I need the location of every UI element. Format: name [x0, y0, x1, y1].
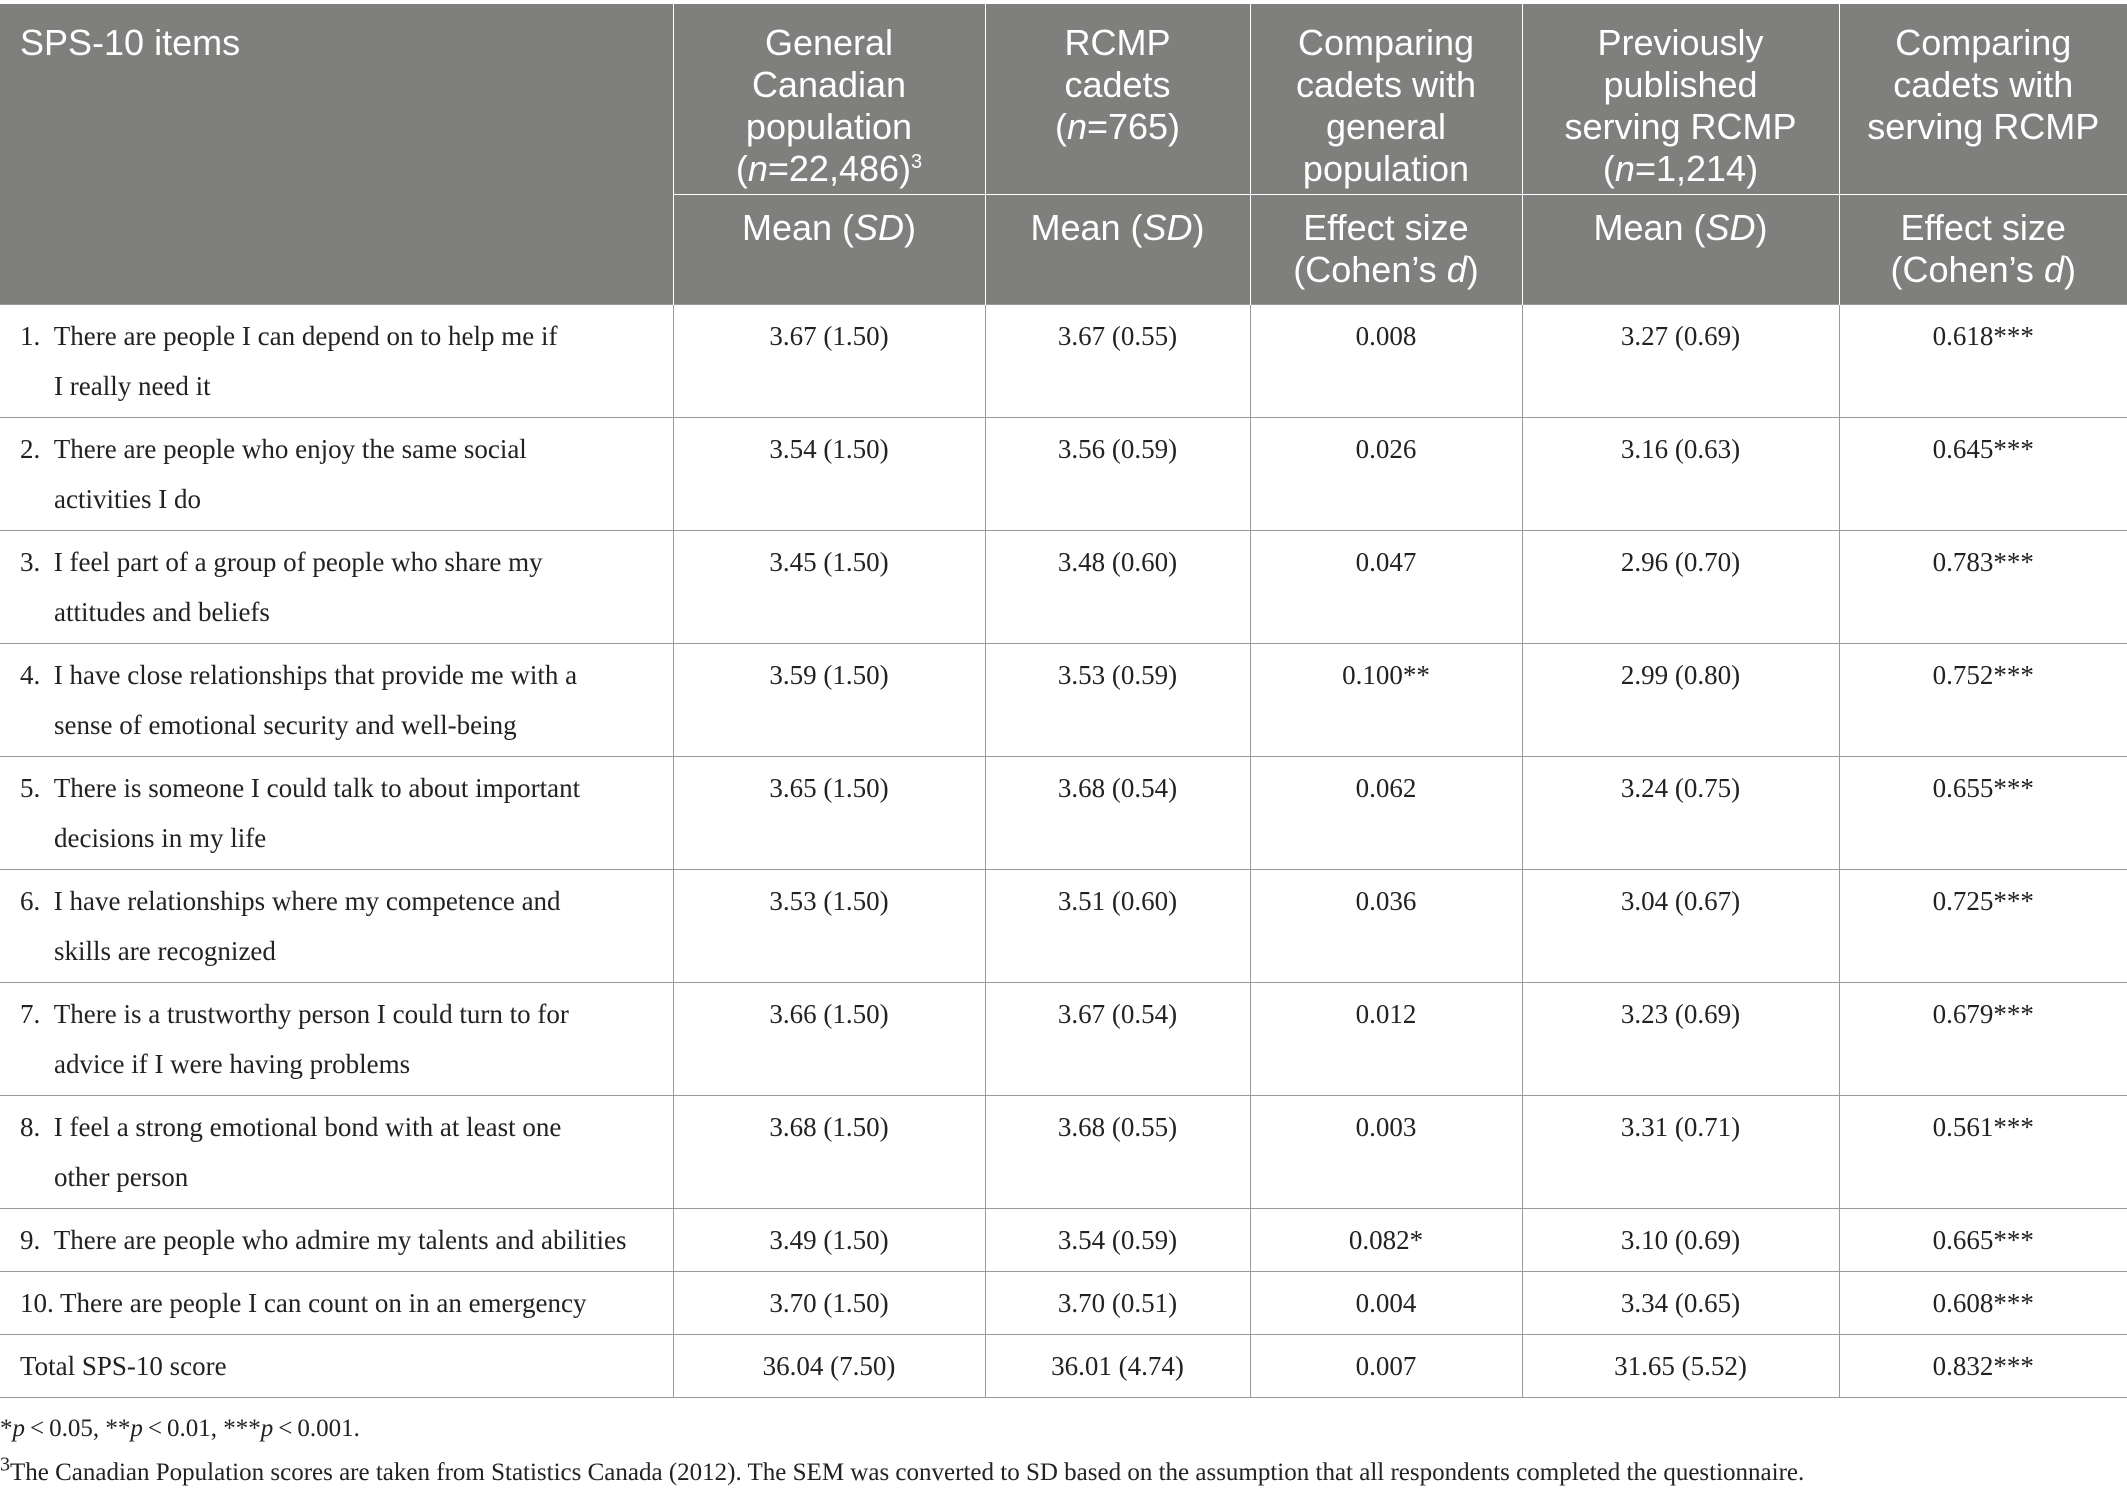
effect-general-cell: 0.026 [1250, 417, 1522, 530]
table-row [0, 1334, 2127, 1397]
cadets-mean-cell: 3.67 (0.54) [985, 982, 1250, 1095]
subheader-effect-size-general: Effect size (Cohen’s d) [1250, 194, 1522, 304]
effect-general-cell: 0.082* [1250, 1208, 1522, 1271]
effect-serving-cell: 0.645*** [1839, 417, 2127, 530]
effect-general-cell: 0.062 [1250, 756, 1522, 869]
effect-serving-cell: 0.783*** [1839, 530, 2127, 643]
subheader-effect-size-serving: Effect size (Cohen’s d) [1839, 194, 2127, 304]
general-mean-cell: 3.65 (1.50) [673, 756, 985, 869]
item-text-cell: 8. I feel a strong emotional bond with at least one other person [0, 1095, 673, 1208]
general-mean-cell: 3.54 (1.50) [673, 417, 985, 530]
subheader-mean-sd-cadets: Mean (SD) [985, 194, 1250, 304]
effect-general-cell: 0.012 [1250, 982, 1522, 1095]
cadets-mean-cell: 3.54 (0.59) [985, 1208, 1250, 1271]
cadets-mean-cell: 3.67 (0.55) [985, 304, 1250, 417]
cadets-mean-cell: 3.56 (0.59) [985, 417, 1250, 530]
serving-mean-cell: 3.31 (0.71) [1522, 1095, 1839, 1208]
item-text-cell: Total SPS-10 score [0, 1334, 673, 1397]
effect-general-cell: 0.003 [1250, 1095, 1522, 1208]
effect-serving-cell: 0.618*** [1839, 304, 2127, 417]
effect-general-cell: 0.007 [1250, 1334, 1522, 1397]
table-row [0, 417, 2127, 530]
footnote-source: $^3$The Canadian Population scores are taken from Statistics Canada (2012). The SEM was converted to SD based on the assumption that all respondents completed the questionnaire. [0, 1453, 1805, 1486]
footnote-significance: *p < 0.05, **p < 0.01, ***p < 0.001. [0, 1415, 360, 1442]
table-body [0, 304, 2127, 1397]
sps10-table [0, 4, 2127, 1398]
general-mean-cell: 3.68 (1.50) [673, 1095, 985, 1208]
table-row [0, 304, 2127, 417]
cadets-mean-cell: 3.68 (0.54) [985, 756, 1250, 869]
effect-general-cell: 0.047 [1250, 530, 1522, 643]
table-row [0, 1271, 2127, 1334]
serving-mean-cell: 3.27 (0.69) [1522, 304, 1839, 417]
table-row [0, 756, 2127, 869]
header-general-population: General Canadian population (n=22,486)$^3$ [673, 4, 985, 194]
header-compare-serving: Comparing cadets with serving RCMP [1839, 4, 2127, 194]
general-mean-cell: 3.70 (1.50) [673, 1271, 985, 1334]
effect-serving-cell: 0.832*** [1839, 1334, 2127, 1397]
effect-serving-cell: 0.725*** [1839, 869, 2127, 982]
general-mean-cell: 3.66 (1.50) [673, 982, 985, 1095]
effect-general-cell: 0.036 [1250, 869, 1522, 982]
effect-serving-cell: 0.608*** [1839, 1271, 2127, 1334]
cadets-mean-cell: 3.51 (0.60) [985, 869, 1250, 982]
item-text-cell: 4. I have close relationships that provide me with a sense of emotional security and well-being [0, 643, 673, 756]
header-rcmp-cadets: RCMP cadets (n=765) [985, 4, 1250, 194]
header-compare-general: Comparing cadets with general population [1250, 4, 1522, 194]
header-serving-rcmp: Previously published serving RCMP (n=1,214) [1522, 4, 1839, 194]
general-mean-cell: 36.04 (7.50) [673, 1334, 985, 1397]
item-text-cell: 2. There are people who enjoy the same social activities I do [0, 417, 673, 530]
item-text-cell: 1. There are people I can depend on to help me if I really need it [0, 304, 673, 417]
effect-serving-cell: 0.665*** [1839, 1208, 2127, 1271]
table-row [0, 982, 2127, 1095]
results-table-container [0, 4, 2127, 1398]
subheader-mean-sd-general: Mean (SD) [673, 194, 985, 304]
effect-general-cell: 0.100** [1250, 643, 1522, 756]
cadets-mean-cell: 3.53 (0.59) [985, 643, 1250, 756]
general-mean-cell: 3.49 (1.50) [673, 1208, 985, 1271]
table-header [0, 4, 2127, 304]
table-row [0, 643, 2127, 756]
effect-serving-cell: 0.655*** [1839, 756, 2127, 869]
cadets-mean-cell: 3.68 (0.55) [985, 1095, 1250, 1208]
serving-mean-cell: 2.96 (0.70) [1522, 530, 1839, 643]
serving-mean-cell: 3.04 (0.67) [1522, 869, 1839, 982]
item-text-cell: 7. There is a trustworthy person I could turn to for advice if I were having problems [0, 982, 673, 1095]
subheader-mean-sd-serving: Mean (SD) [1522, 194, 1839, 304]
footnote-marker: 3 [911, 151, 923, 173]
header-sps10-items: SPS-10 items [0, 4, 673, 304]
table-row [0, 530, 2127, 643]
item-text-cell: 9. There are people who admire my talents and abilities [0, 1208, 673, 1271]
effect-serving-cell: 0.752*** [1839, 643, 2127, 756]
item-text-cell: 6. I have relationships where my competence and skills are recognized [0, 869, 673, 982]
serving-mean-cell: 3.24 (0.75) [1522, 756, 1839, 869]
serving-mean-cell: 31.65 (5.52) [1522, 1334, 1839, 1397]
serving-mean-cell: 3.10 (0.69) [1522, 1208, 1839, 1271]
cadets-mean-cell: 3.48 (0.60) [985, 530, 1250, 643]
item-text-cell: 10. There are people I can count on in an emergency [0, 1271, 673, 1334]
effect-serving-cell: 0.679*** [1839, 982, 2127, 1095]
table-row [0, 1208, 2127, 1271]
effect-general-cell: 0.008 [1250, 304, 1522, 417]
general-mean-cell: 3.45 (1.50) [673, 530, 985, 643]
effect-serving-cell: 0.561*** [1839, 1095, 2127, 1208]
cadets-mean-cell: 36.01 (4.74) [985, 1334, 1250, 1397]
serving-mean-cell: 3.34 (0.65) [1522, 1271, 1839, 1334]
serving-mean-cell: 3.23 (0.69) [1522, 982, 1839, 1095]
general-mean-cell: 3.53 (1.50) [673, 869, 985, 982]
table-row [0, 1095, 2127, 1208]
item-text-cell: 5. There is someone I could talk to about important decisions in my life [0, 756, 673, 869]
cadets-mean-cell: 3.70 (0.51) [985, 1271, 1250, 1334]
table-footnotes [0, 1414, 2127, 1502]
serving-mean-cell: 2.99 (0.80) [1522, 643, 1839, 756]
serving-mean-cell: 3.16 (0.63) [1522, 417, 1839, 530]
item-text-cell: 3. I feel part of a group of people who share my attitudes and beliefs [0, 530, 673, 643]
general-mean-cell: 3.59 (1.50) [673, 643, 985, 756]
table-row [0, 869, 2127, 982]
general-mean-cell: 3.67 (1.50) [673, 304, 985, 417]
effect-general-cell: 0.004 [1250, 1271, 1522, 1334]
